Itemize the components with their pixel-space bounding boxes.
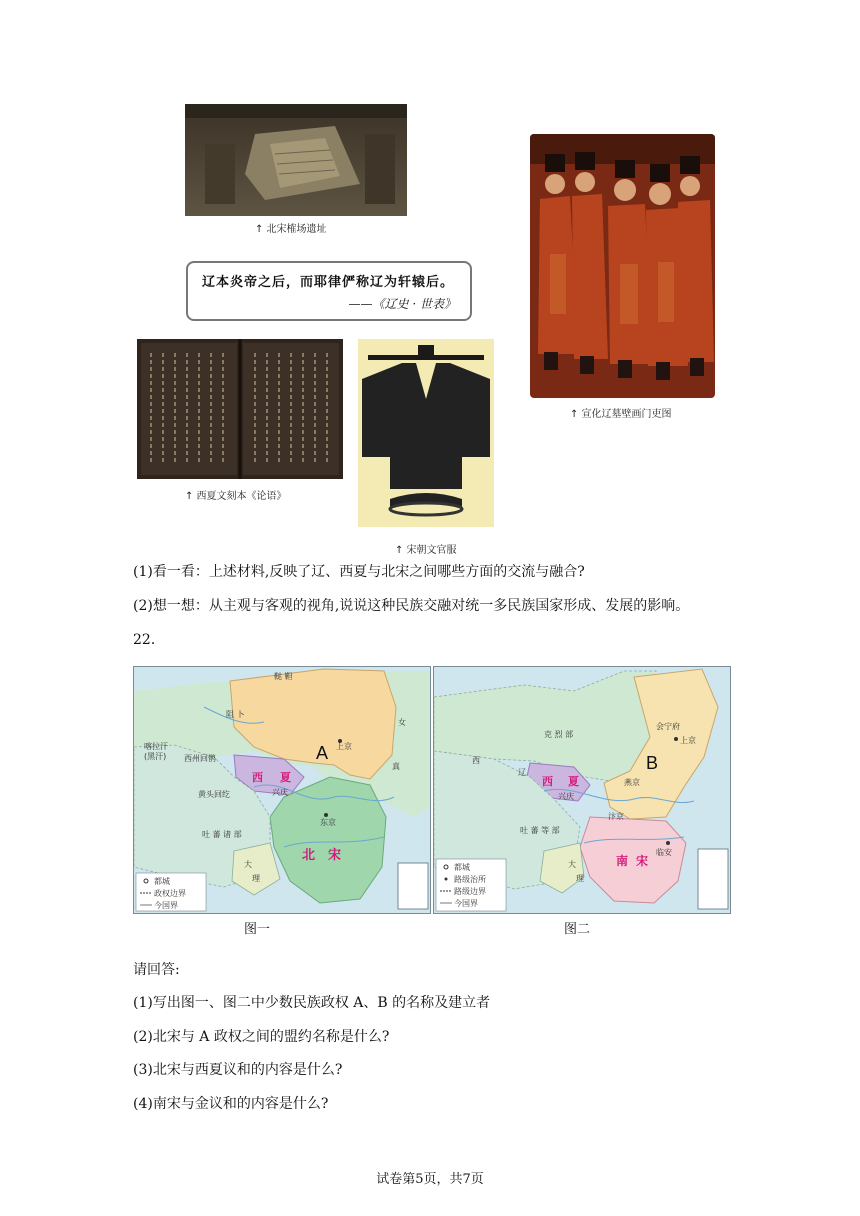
song-official-robe-image — [358, 339, 494, 527]
map2-caption: 图二 — [564, 922, 591, 937]
map1-legend — [136, 873, 206, 911]
q22-item3: (3)北宋与西夏议和的内容是什么? — [133, 1062, 343, 1078]
lunyu-caption: ↑ 西夏文刻本《论语》 — [185, 491, 287, 502]
map1-xingqing-label: 兴庆 — [272, 788, 288, 797]
q21-item2: (2)想一想：从主观与客观的视角,说说这种民族交融对统一多民族国家形成、发展的影响。 — [133, 598, 690, 614]
xixia-lunyu-photo — [137, 339, 343, 479]
map2-capital-marker — [674, 737, 678, 741]
map1-nv-label: 女 — [398, 718, 406, 727]
map1-tuifan-label: 吐 蕃 诸 部 — [202, 830, 242, 839]
map2-legend — [436, 859, 506, 911]
map1-song-label-1: 北 — [302, 847, 316, 862]
map2-linan-marker — [666, 841, 670, 845]
site-caption: ↑ 北宋榷场遗址 — [255, 224, 327, 235]
q22-item2: (2)北宋与 A 政权之间的盟约名称是什么? — [133, 1029, 390, 1045]
map2-kelie-label: 克 烈 部 — [544, 730, 574, 739]
map1-legend-capital: 都城 — [154, 877, 170, 886]
map2-song-label-1: 南 — [616, 854, 629, 868]
song-trade-site-photo — [185, 104, 407, 216]
map1-dali-label-2: 理 — [252, 874, 260, 883]
q22-item4: (4)南宋与金议和的内容是什么? — [133, 1096, 329, 1112]
map2-bianjing-label: 汴京 — [608, 812, 624, 821]
map2-huiningfu-label: 会宁府 — [656, 722, 680, 731]
quote-text: 辽本炎帝之后，而耶律俨称辽为轩辕后。 — [202, 275, 455, 290]
map2-legend-modern: 今国界 — [454, 899, 478, 908]
map2-linan-label: 临安 — [656, 848, 672, 857]
map1-xizhou-label: 西州回鹘 — [184, 754, 216, 763]
map-northern-song — [133, 666, 431, 914]
q22-item1: (1)写出图一、图二中少数民族政权 A、B 的名称及建立者 — [133, 995, 491, 1011]
map2-dali-label-1: 大 — [568, 860, 576, 869]
map1-letter-a: A — [316, 743, 329, 763]
map2-legend-capital: 都城 — [454, 863, 470, 872]
map1-kala-label-1: 喀拉汗 — [144, 742, 168, 751]
map1-dongjing-label: 东京 — [320, 818, 336, 827]
robe-caption: ↑ 宋朝文官服 — [395, 545, 457, 556]
map2-dali-label-2: 理 — [576, 874, 584, 883]
map1-song-label-2: 宋 — [328, 847, 342, 862]
map1-zubu-label: 阻 卜 — [226, 710, 245, 719]
map1-kala-label-2: (黑汗) — [144, 752, 167, 761]
map1-tatar-label: 鞑 靼 — [274, 672, 293, 681]
map1-ganzhou-label: 黄头回纥 — [198, 790, 230, 799]
map2-letter-b: B — [646, 753, 659, 773]
page-footer: 试卷第5页，共7页 — [376, 1172, 484, 1187]
map2-yanjing-label: 燕京 — [624, 778, 640, 787]
map1-legend-modern: 今国界 — [154, 901, 178, 910]
liaoshi-quote-box — [186, 261, 472, 321]
answer-prompt: 请回答: — [133, 962, 180, 978]
map2-shangjing-label: 上京 — [680, 736, 696, 745]
map1-caption: 图一 — [244, 922, 271, 937]
map2-legend-seat: 路级治所 — [454, 875, 486, 884]
xuanhua-mural-photo — [530, 134, 715, 398]
map1-dali-label-1: 大 — [244, 860, 252, 869]
question-number: 22． — [133, 632, 165, 648]
map2-xia-label-2: 夏 — [568, 776, 579, 788]
q21-item1: (1)看一看：上述材料,反映了辽、西夏与北宋之间哪些方面的交流与融合? — [133, 564, 585, 580]
map2-tubo-label: 吐 蕃 等 部 — [520, 826, 560, 835]
map1-xia-label-1: 西 — [252, 772, 263, 784]
map1-xia-label-2: 夏 — [280, 772, 291, 784]
map2-xia-label-1: 西 — [542, 776, 553, 788]
map1-legend-border: 政权边界 — [154, 889, 186, 898]
map2-xi-label: 西 — [472, 756, 480, 765]
map2-song-label-2: 宋 — [636, 854, 649, 868]
map-southern-song — [433, 666, 731, 914]
quote-source: ——《辽史 · 世表》 — [348, 297, 456, 311]
map1-shangjing-label: 上京 — [336, 742, 352, 751]
map2-xingqing-label: 兴庆 — [558, 792, 574, 801]
map2-liao-label: 辽 — [518, 768, 526, 777]
map1-dongjing-marker — [324, 813, 328, 817]
mural-caption: ↑ 宣化辽墓壁画门吏图 — [570, 409, 672, 420]
map1-zhen-label: 真 — [392, 762, 400, 771]
map2-legend-border: 路级边界 — [454, 887, 486, 896]
